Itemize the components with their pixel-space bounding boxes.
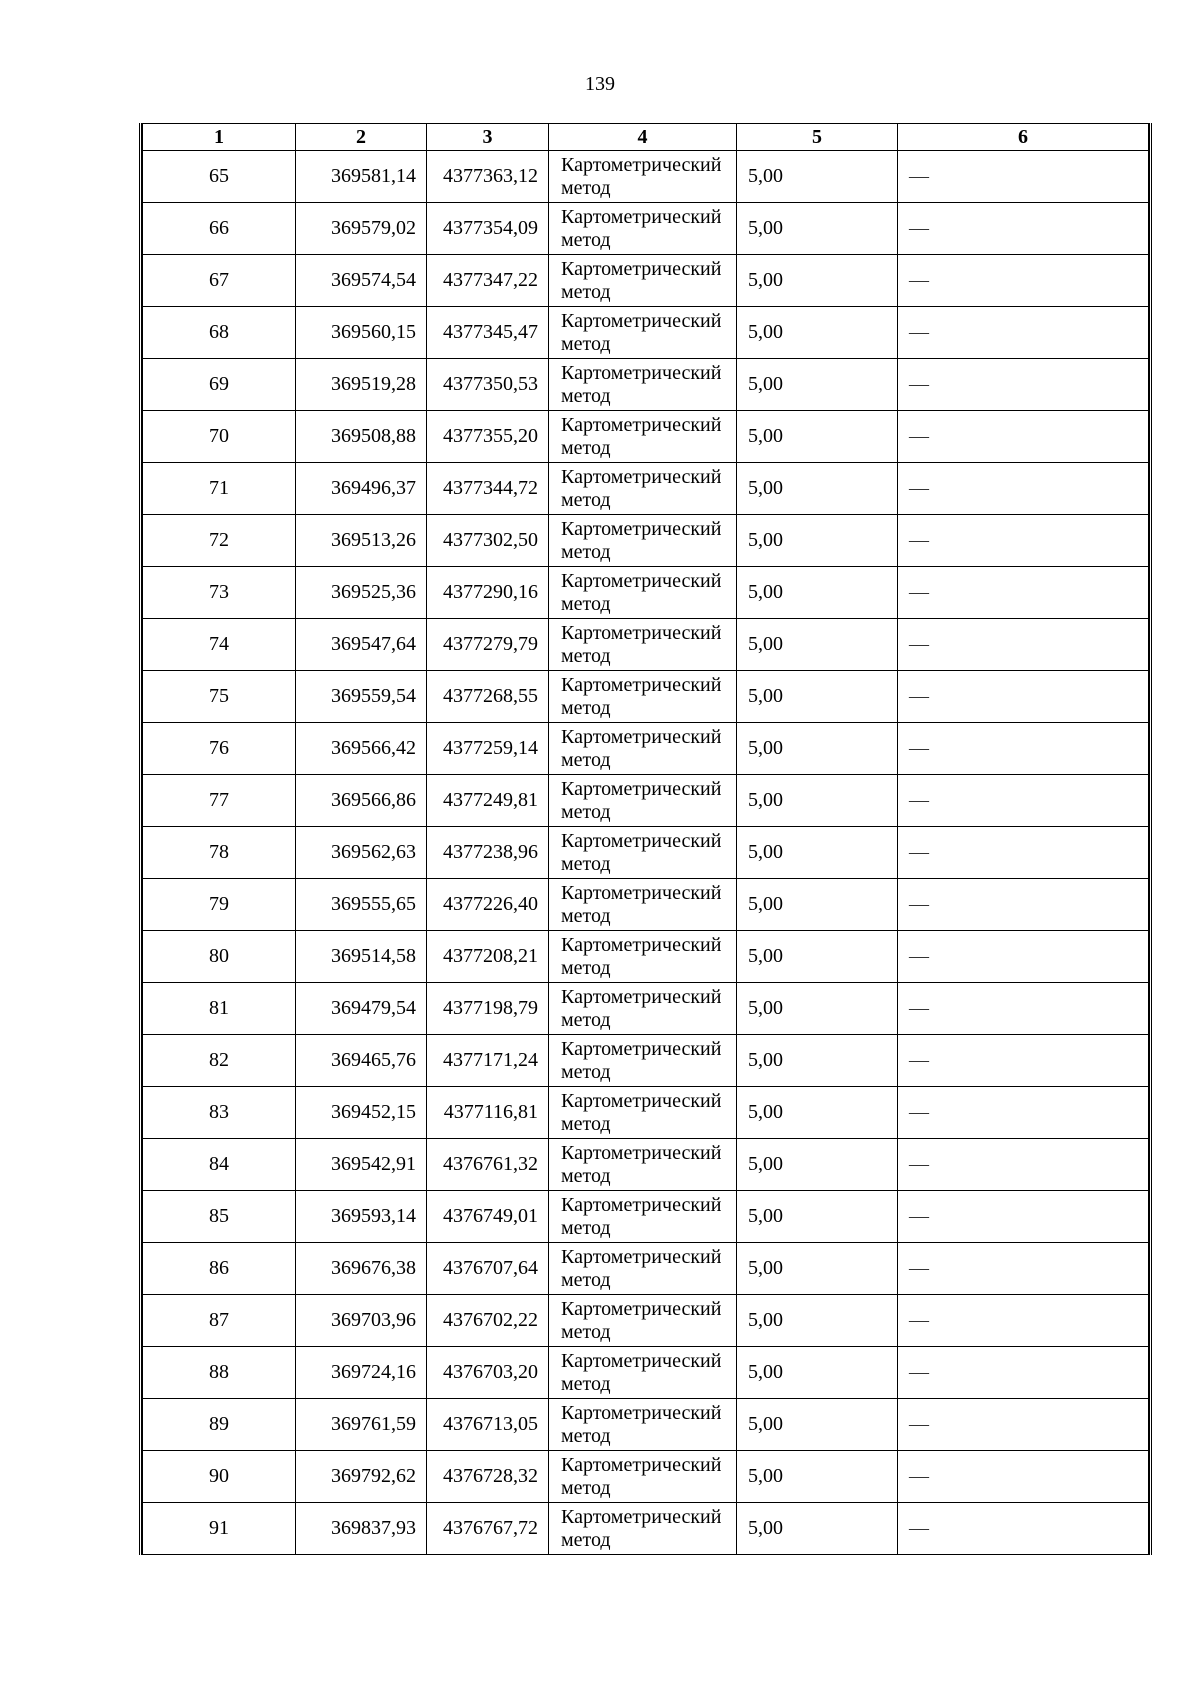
accuracy-cell: 5,00 (737, 931, 898, 983)
description-cell: — (898, 1399, 1149, 1451)
point-number-cell: 83 (143, 1087, 296, 1139)
description-cell: — (898, 879, 1149, 931)
method-cell (549, 255, 737, 307)
description-cell: — (898, 775, 1149, 827)
method-line-1: Картометрический (561, 517, 722, 540)
method-line-2: метод (561, 904, 611, 927)
table-row (143, 203, 1149, 255)
method-line-1: Картометрический (561, 1401, 722, 1424)
point-number-cell: 91 (143, 1503, 296, 1555)
method-line-2: метод (561, 644, 611, 667)
table-row (143, 1399, 1149, 1451)
method-line-2: метод (561, 1424, 611, 1447)
y-coordinate-cell: 4376713,05 (427, 1399, 549, 1451)
accuracy-cell: 5,00 (737, 255, 898, 307)
y-coordinate-cell: 4376749,01 (427, 1191, 549, 1243)
coordinates-table-wrapper (139, 123, 1152, 1555)
description-cell: — (898, 567, 1149, 619)
method-line-2: метод (561, 956, 611, 979)
description-cell: — (898, 983, 1149, 1035)
method-line-1: Картометрический (561, 309, 722, 332)
y-coordinate-cell: 4377344,72 (427, 463, 549, 515)
method-line-1: Картометрический (561, 257, 722, 280)
description-cell: — (898, 619, 1149, 671)
x-coordinate-cell: 369562,63 (296, 827, 427, 879)
description-cell: — (898, 1451, 1149, 1503)
method-cell (549, 983, 737, 1035)
table-row (143, 515, 1149, 567)
method-line-2: метод (561, 1164, 611, 1187)
y-coordinate-cell: 4377268,55 (427, 671, 549, 723)
description-cell: — (898, 723, 1149, 775)
method-cell (549, 1243, 737, 1295)
point-number-cell: 68 (143, 307, 296, 359)
column-header-5: 5 (737, 124, 898, 151)
method-line-1: Картометрический (561, 621, 722, 644)
table-row (143, 411, 1149, 463)
method-line-2: метод (561, 852, 611, 875)
method-line-2: метод (561, 488, 611, 511)
method-cell (549, 515, 737, 567)
description-cell: — (898, 671, 1149, 723)
x-coordinate-cell: 369792,62 (296, 1451, 427, 1503)
x-coordinate-cell: 369514,58 (296, 931, 427, 983)
point-number-cell: 80 (143, 931, 296, 983)
description-cell: — (898, 1243, 1149, 1295)
method-line-1: Картометрический (561, 1037, 722, 1060)
method-line-1: Картометрический (561, 1505, 722, 1528)
point-number-cell: 86 (143, 1243, 296, 1295)
table-row (143, 463, 1149, 515)
method-cell (549, 1451, 737, 1503)
method-line-1: Картометрический (561, 933, 722, 956)
x-coordinate-cell: 369465,76 (296, 1035, 427, 1087)
method-line-2: метод (561, 1528, 611, 1551)
method-line-1: Картометрический (561, 829, 722, 852)
point-number-cell: 65 (143, 151, 296, 203)
method-cell (549, 619, 737, 671)
description-cell: — (898, 827, 1149, 879)
table-row (143, 1087, 1149, 1139)
y-coordinate-cell: 4376728,32 (427, 1451, 549, 1503)
point-number-cell: 88 (143, 1347, 296, 1399)
accuracy-cell: 5,00 (737, 619, 898, 671)
y-coordinate-cell: 4377198,79 (427, 983, 549, 1035)
y-coordinate-cell: 4377116,81 (427, 1087, 549, 1139)
point-number-cell: 66 (143, 203, 296, 255)
method-cell (549, 1087, 737, 1139)
column-header-6: 6 (898, 124, 1149, 151)
table-row (143, 931, 1149, 983)
table-row (143, 359, 1149, 411)
method-line-2: метод (561, 1320, 611, 1343)
method-line-1: Картометрический (561, 413, 722, 436)
method-cell (549, 1347, 737, 1399)
point-number-cell: 70 (143, 411, 296, 463)
accuracy-cell: 5,00 (737, 723, 898, 775)
y-coordinate-cell: 4377226,40 (427, 879, 549, 931)
method-cell (549, 1035, 737, 1087)
accuracy-cell: 5,00 (737, 567, 898, 619)
table-row (143, 1035, 1149, 1087)
x-coordinate-cell: 369542,91 (296, 1139, 427, 1191)
method-cell (549, 1399, 737, 1451)
description-cell: — (898, 1295, 1149, 1347)
description-cell: — (898, 255, 1149, 307)
method-line-1: Картометрический (561, 1297, 722, 1320)
method-line-2: метод (561, 436, 611, 459)
method-cell (549, 151, 737, 203)
method-cell (549, 411, 737, 463)
method-line-2: метод (561, 280, 611, 303)
description-cell: — (898, 463, 1149, 515)
y-coordinate-cell: 4377350,53 (427, 359, 549, 411)
method-cell (549, 203, 737, 255)
table-row (143, 723, 1149, 775)
y-coordinate-cell: 4377238,96 (427, 827, 549, 879)
method-line-1: Картометрический (561, 153, 722, 176)
x-coordinate-cell: 369581,14 (296, 151, 427, 203)
x-coordinate-cell: 369555,65 (296, 879, 427, 931)
description-cell: — (898, 1347, 1149, 1399)
y-coordinate-cell: 4377347,22 (427, 255, 549, 307)
table-row (143, 619, 1149, 671)
table-header-row (143, 124, 1149, 151)
y-coordinate-cell: 4377279,79 (427, 619, 549, 671)
accuracy-cell: 5,00 (737, 203, 898, 255)
point-number-cell: 74 (143, 619, 296, 671)
y-coordinate-cell: 4377354,09 (427, 203, 549, 255)
x-coordinate-cell: 369566,42 (296, 723, 427, 775)
method-line-2: метод (561, 540, 611, 563)
method-cell (549, 723, 737, 775)
y-coordinate-cell: 4377249,81 (427, 775, 549, 827)
table-row (143, 307, 1149, 359)
point-number-cell: 85 (143, 1191, 296, 1243)
method-line-2: метод (561, 384, 611, 407)
description-cell: — (898, 1139, 1149, 1191)
point-number-cell: 72 (143, 515, 296, 567)
accuracy-cell: 5,00 (737, 359, 898, 411)
table-row (143, 983, 1149, 1035)
method-cell (549, 1295, 737, 1347)
table-row (143, 1139, 1149, 1191)
y-coordinate-cell: 4377171,24 (427, 1035, 549, 1087)
method-cell (549, 827, 737, 879)
point-number-cell: 69 (143, 359, 296, 411)
method-line-1: Картометрический (561, 465, 722, 488)
point-number-cell: 81 (143, 983, 296, 1035)
method-line-1: Картометрический (561, 1089, 722, 1112)
accuracy-cell: 5,00 (737, 827, 898, 879)
method-line-2: метод (561, 176, 611, 199)
method-line-2: метод (561, 332, 611, 355)
x-coordinate-cell: 369452,15 (296, 1087, 427, 1139)
x-coordinate-cell: 369547,64 (296, 619, 427, 671)
point-number-cell: 79 (143, 879, 296, 931)
accuracy-cell: 5,00 (737, 671, 898, 723)
description-cell: — (898, 1191, 1149, 1243)
table-row (143, 567, 1149, 619)
description-cell: — (898, 359, 1149, 411)
table-row (143, 1191, 1149, 1243)
point-number-cell: 82 (143, 1035, 296, 1087)
method-line-2: метод (561, 1060, 611, 1083)
point-number-cell: 71 (143, 463, 296, 515)
method-cell (549, 775, 737, 827)
point-number-cell: 84 (143, 1139, 296, 1191)
method-line-2: метод (561, 800, 611, 823)
x-coordinate-cell: 369560,15 (296, 307, 427, 359)
column-header-4: 4 (549, 124, 737, 151)
method-line-2: метод (561, 1476, 611, 1499)
method-line-1: Картометрический (561, 985, 722, 1008)
description-cell: — (898, 1503, 1149, 1555)
accuracy-cell: 5,00 (737, 1295, 898, 1347)
table-row (143, 879, 1149, 931)
description-cell: — (898, 515, 1149, 567)
y-coordinate-cell: 4377259,14 (427, 723, 549, 775)
accuracy-cell: 5,00 (737, 775, 898, 827)
y-coordinate-cell: 4377345,47 (427, 307, 549, 359)
method-line-1: Картометрический (561, 1453, 722, 1476)
method-line-1: Картометрический (561, 673, 722, 696)
y-coordinate-cell: 4377290,16 (427, 567, 549, 619)
table-row (143, 775, 1149, 827)
method-cell (549, 1503, 737, 1555)
method-line-2: метод (561, 1372, 611, 1395)
accuracy-cell: 5,00 (737, 1347, 898, 1399)
accuracy-cell: 5,00 (737, 1191, 898, 1243)
table-row (143, 827, 1149, 879)
method-line-2: метод (561, 1216, 611, 1239)
y-coordinate-cell: 4376761,32 (427, 1139, 549, 1191)
description-cell: — (898, 307, 1149, 359)
accuracy-cell: 5,00 (737, 1087, 898, 1139)
accuracy-cell: 5,00 (737, 1139, 898, 1191)
x-coordinate-cell: 369761,59 (296, 1399, 427, 1451)
table-body (143, 151, 1149, 1555)
point-number-cell: 76 (143, 723, 296, 775)
description-cell: — (898, 151, 1149, 203)
accuracy-cell: 5,00 (737, 307, 898, 359)
point-number-cell: 89 (143, 1399, 296, 1451)
description-cell: — (898, 203, 1149, 255)
accuracy-cell: 5,00 (737, 1399, 898, 1451)
method-line-2: метод (561, 1008, 611, 1031)
x-coordinate-cell: 369479,54 (296, 983, 427, 1035)
y-coordinate-cell: 4376767,72 (427, 1503, 549, 1555)
column-header-2: 2 (296, 124, 427, 151)
table-row (143, 1503, 1149, 1555)
accuracy-cell: 5,00 (737, 983, 898, 1035)
method-line-2: метод (561, 748, 611, 771)
method-line-1: Картометрический (561, 361, 722, 384)
method-cell (549, 463, 737, 515)
accuracy-cell: 5,00 (737, 1035, 898, 1087)
method-line-2: метод (561, 228, 611, 251)
accuracy-cell: 5,00 (737, 515, 898, 567)
method-cell (549, 307, 737, 359)
y-coordinate-cell: 4377208,21 (427, 931, 549, 983)
method-line-2: метод (561, 1112, 611, 1135)
method-line-1: Картометрический (561, 881, 722, 904)
method-cell (549, 567, 737, 619)
x-coordinate-cell: 369525,36 (296, 567, 427, 619)
x-coordinate-cell: 369513,26 (296, 515, 427, 567)
method-line-1: Картометрический (561, 1193, 722, 1216)
x-coordinate-cell: 369676,38 (296, 1243, 427, 1295)
accuracy-cell: 5,00 (737, 879, 898, 931)
method-line-2: метод (561, 696, 611, 719)
y-coordinate-cell: 4377355,20 (427, 411, 549, 463)
point-number-cell: 75 (143, 671, 296, 723)
point-number-cell: 73 (143, 567, 296, 619)
point-number-cell: 77 (143, 775, 296, 827)
x-coordinate-cell: 369519,28 (296, 359, 427, 411)
x-coordinate-cell: 369724,16 (296, 1347, 427, 1399)
description-cell: — (898, 931, 1149, 983)
x-coordinate-cell: 369837,93 (296, 1503, 427, 1555)
table-row (143, 1451, 1149, 1503)
x-coordinate-cell: 369496,37 (296, 463, 427, 515)
method-line-1: Картометрический (561, 1349, 722, 1372)
x-coordinate-cell: 369566,86 (296, 775, 427, 827)
point-number-cell: 90 (143, 1451, 296, 1503)
x-coordinate-cell: 369508,88 (296, 411, 427, 463)
description-cell: — (898, 1035, 1149, 1087)
method-cell (549, 359, 737, 411)
method-line-2: метод (561, 1268, 611, 1291)
method-cell (549, 879, 737, 931)
accuracy-cell: 5,00 (737, 411, 898, 463)
method-line-2: метод (561, 592, 611, 615)
method-line-1: Картометрический (561, 1245, 722, 1268)
accuracy-cell: 5,00 (737, 463, 898, 515)
x-coordinate-cell: 369579,02 (296, 203, 427, 255)
table-row (143, 1295, 1149, 1347)
method-cell (549, 1139, 737, 1191)
column-header-1: 1 (143, 124, 296, 151)
method-line-1: Картометрический (561, 1141, 722, 1164)
method-line-1: Картометрический (561, 725, 722, 748)
page-number: 139 (585, 73, 615, 95)
accuracy-cell: 5,00 (737, 1451, 898, 1503)
y-coordinate-cell: 4376703,20 (427, 1347, 549, 1399)
point-number-cell: 78 (143, 827, 296, 879)
method-cell (549, 1191, 737, 1243)
table-row (143, 1243, 1149, 1295)
method-line-1: Картометрический (561, 205, 722, 228)
method-cell (549, 671, 737, 723)
table-row (143, 151, 1149, 203)
point-number-cell: 87 (143, 1295, 296, 1347)
point-number-cell: 67 (143, 255, 296, 307)
coordinates-table (142, 123, 1149, 1555)
x-coordinate-cell: 369559,54 (296, 671, 427, 723)
accuracy-cell: 5,00 (737, 1503, 898, 1555)
description-cell: — (898, 411, 1149, 463)
y-coordinate-cell: 4376702,22 (427, 1295, 549, 1347)
y-coordinate-cell: 4376707,64 (427, 1243, 549, 1295)
x-coordinate-cell: 369593,14 (296, 1191, 427, 1243)
method-line-1: Картометрический (561, 777, 722, 800)
method-cell (549, 931, 737, 983)
y-coordinate-cell: 4377363,12 (427, 151, 549, 203)
table-row (143, 1347, 1149, 1399)
y-coordinate-cell: 4377302,50 (427, 515, 549, 567)
x-coordinate-cell: 369703,96 (296, 1295, 427, 1347)
accuracy-cell: 5,00 (737, 151, 898, 203)
column-header-3: 3 (427, 124, 549, 151)
method-line-1: Картометрический (561, 569, 722, 592)
table-row (143, 671, 1149, 723)
description-cell: — (898, 1087, 1149, 1139)
accuracy-cell: 5,00 (737, 1243, 898, 1295)
table-row (143, 255, 1149, 307)
x-coordinate-cell: 369574,54 (296, 255, 427, 307)
